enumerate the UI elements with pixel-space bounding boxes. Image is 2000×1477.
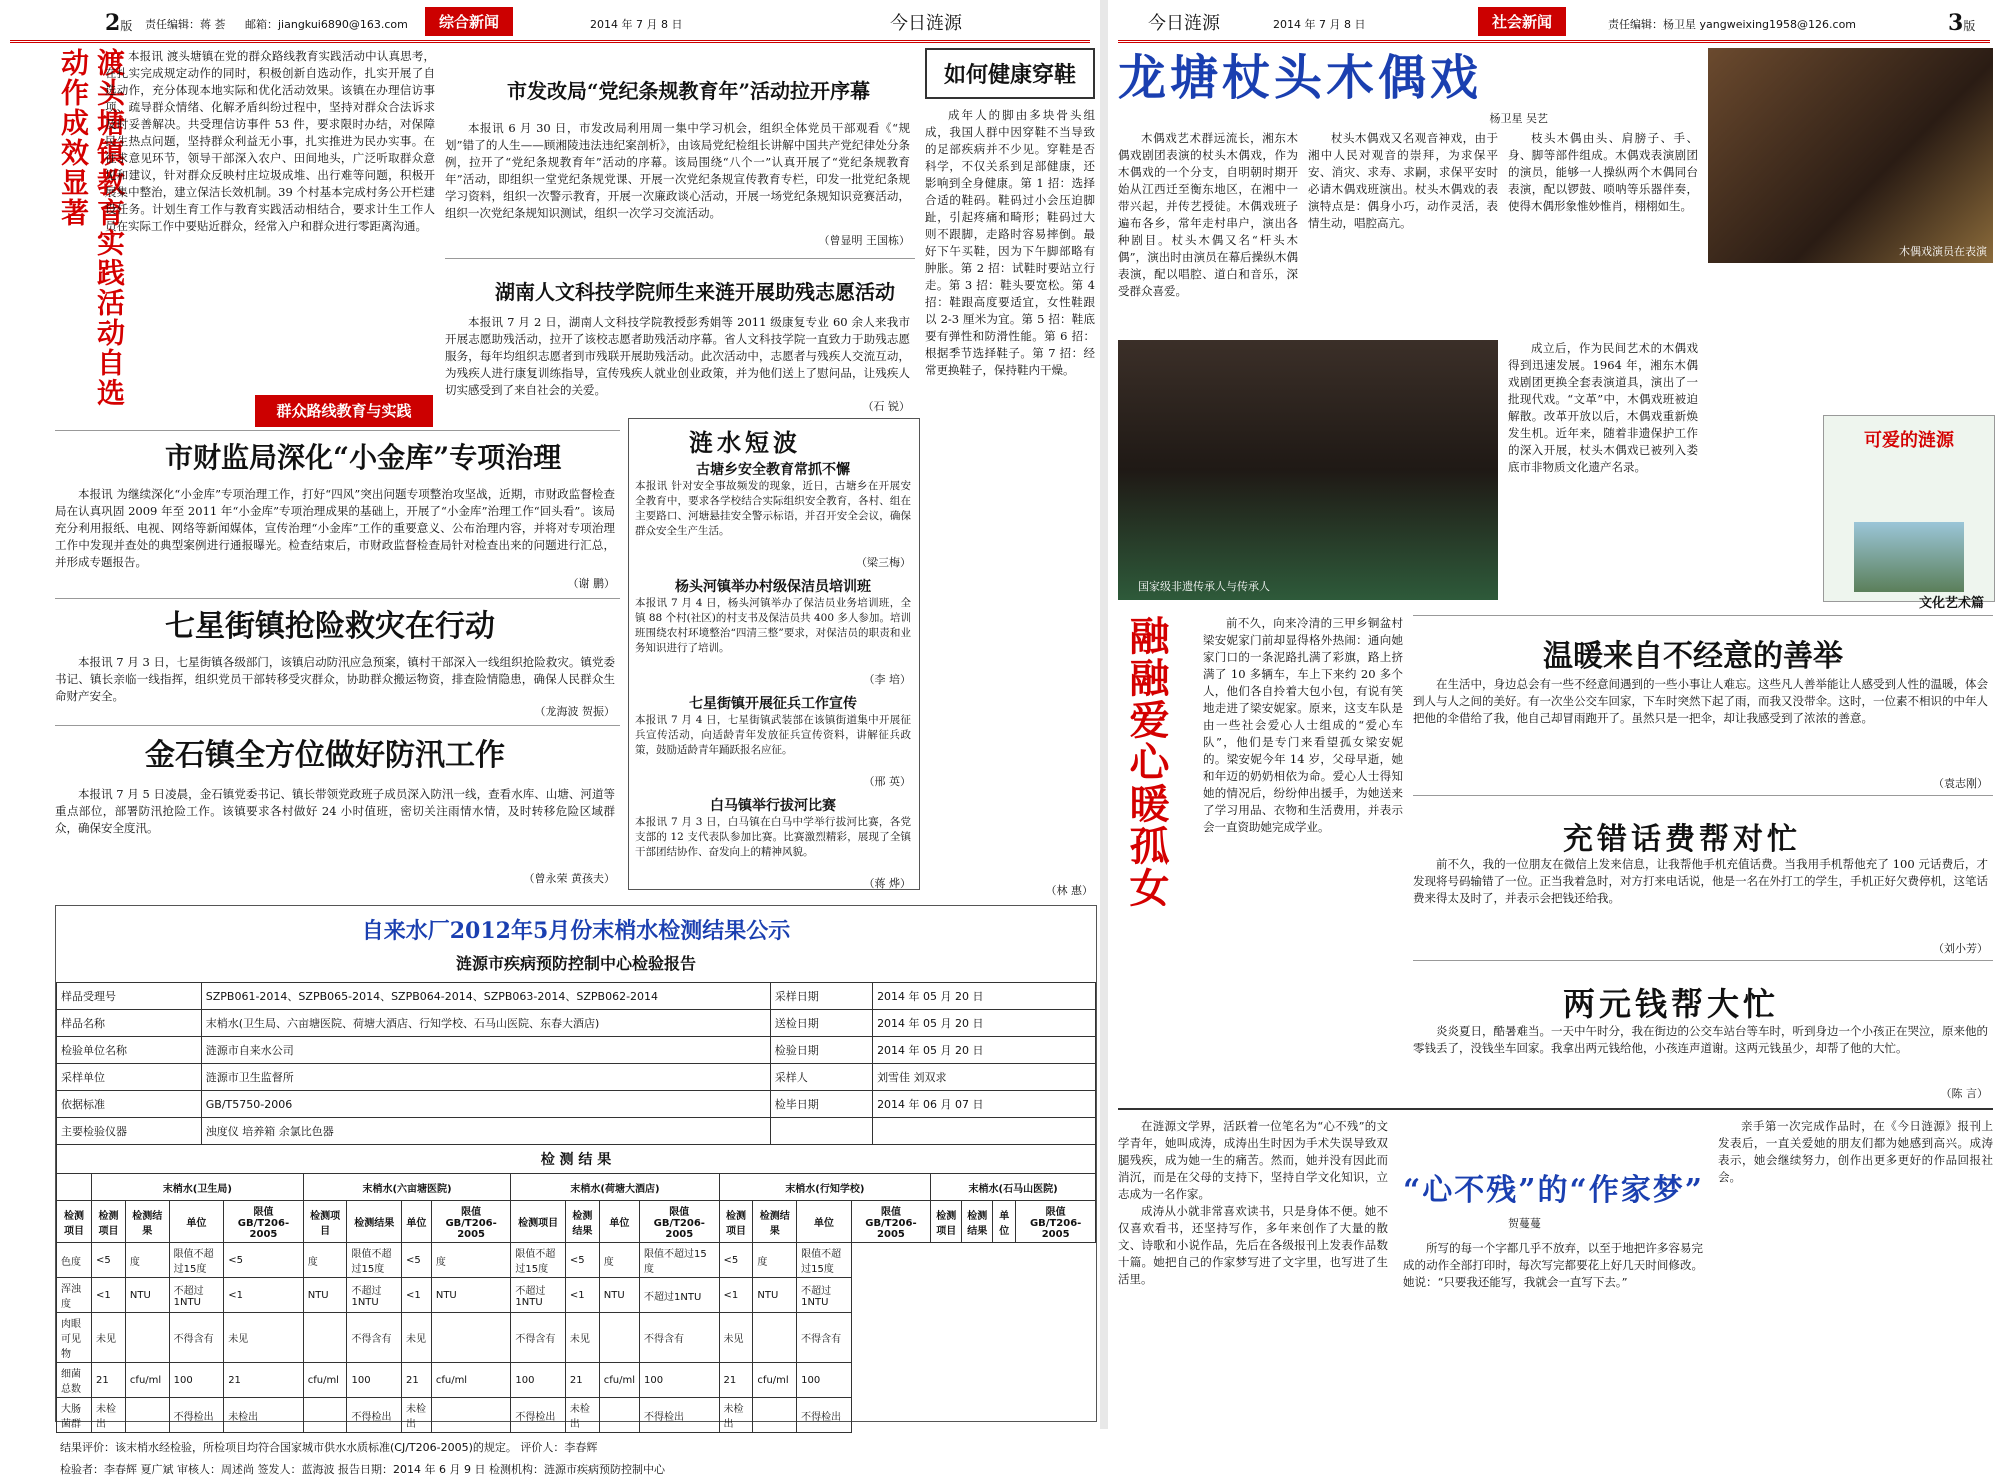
byline: （林 惠） [1045,884,1093,897]
dream-text-3 [1718,1118,1993,1418]
page-number: 2版 [105,10,133,36]
info-value: 涟源市自来水公司 [201,1037,770,1064]
result-limit: 不超过1NTU [347,1278,402,1313]
article-text: 在生活中，身边总会有一些不经意间遇到的一些小事让人难忘。这些凡人善举能让人感受到人性的温暖，体会到人与人之间的美好。有一次坐公交车回家，下车时突然下起了雨，而我又没带伞。这时，一位素不相识的中年人把他的伞借给了我，他自己却冒雨跑开了。虽然只是一把伞，却让我感受到了浓浓的善意。 [1413,677,1988,725]
result-limit: 限值不超过15度 [347,1243,402,1278]
result-limit: 不得含有 [511,1313,566,1363]
byline: （梁三梅） [856,556,911,569]
puppet-text-2 [1308,130,1498,330]
result-limit: 100 [640,1363,720,1398]
byline: （蒋 烨） [863,877,911,890]
headline-health: 如何健康穿鞋 [925,48,1095,99]
result-limit: 不超过1NTU [169,1278,224,1313]
result-unit [125,1313,169,1363]
col-header: 检测项目 [92,1201,126,1243]
article-health [925,48,1095,898]
col-header: 限值GB/T206-2005 [851,1201,931,1243]
headline-a1: 渡头塘镇教育实践活动自选动作成效显著 [57,48,126,408]
result-value: 未检出 [565,1398,599,1433]
article-text: 成涛从小就非常喜欢读书，只是身体不便。她不仅喜欢看书，还坚持写作，多年来创作了大量的散文、诗歌和小说作品，先后在各级报刊上发表作品数十篇。她把自己的作家梦写进了文字里，也写进了生活里。 [1118,1204,1388,1286]
article-headline-vertical [55,48,126,428]
page-spine [1100,0,1108,1429]
result-unit: 度 [753,1243,797,1278]
info-value [873,1118,1096,1145]
article-text: 在涟源文学界，活跃着一位笔名为“心不残”的文学青年，她叫成涛，成涛出生时因为手术失误导致双腿残疾，成为她一生的痛苦。然而，她并没有因此而消沉，而是在父母的支持下，坚持自学文化知识，立志成为一名作家。 [1118,1119,1388,1201]
photo-caption: 木偶戏演员在表演 [1899,245,1987,258]
article-a4-body [55,486,615,586]
byline: （谢 鹏） [567,577,615,590]
story-kindness [1413,615,1993,791]
result-value: 未见 [224,1313,304,1363]
info-row [57,1010,1096,1037]
result-row [57,1398,1096,1433]
result-value: 未检出 [401,1398,431,1433]
result-value: <5 [401,1243,431,1278]
info-key: 样品受理号 [57,983,202,1010]
article-a5 [55,598,620,719]
result-unit [599,1313,639,1363]
dream-text-1 [1118,1118,1388,1418]
byline: （邢 英） [863,775,911,788]
result-unit: cfu/ml [431,1363,511,1398]
article-text: 成立后，作为民间艺术的木偶戏得到迅速发展。1964 年，湘东木偶戏剧团更换全套表演道具，演出了一批现代戏。“文革”中，木偶戏班被迫解散。改革开放以后，木偶戏重新焕发生机。近年来，随着非遗保护工作的深入开展，杖头木偶戏已被列入娄底市非物质文化遗产名录。 [1508,341,1698,474]
brief-item [635,693,911,789]
headline-a5: 七星街镇抢险救灾在行动 [165,609,495,644]
result-limit: 100 [797,1363,852,1398]
site-header: 末梢水(石马山医院) [931,1174,1096,1201]
info-value: 末梢水(卫生局、六亩塘医院、荷塘大酒店、行知学校、石马山医院、东春大酒店) [201,1010,770,1037]
photo-caption: 国家级非遗传承人与传承人 [1138,580,1270,593]
result-row [57,1243,1096,1278]
info-value: 刘雪佳 刘双求 [873,1064,1096,1091]
info-row [57,1118,1096,1145]
result-value: <1 [719,1278,753,1313]
byline: 贺蔓蔓 [1508,1217,1541,1230]
result-limit: 不得含有 [797,1313,852,1363]
result-limit: 不超过1NTU [797,1278,852,1313]
editor-label: 责任编辑：杨卫星 yangweixing1958@126.com [1608,18,1857,31]
article-a4 [55,430,620,591]
result-limit: 不得检出 [169,1398,224,1433]
article-text: 前不久，我的一位朋友在微信上发来信息，让我帮他手机充值话费。当我用手机帮他充了 100 元话费后，才发现将号码输错了一位。正当我着急时，对方打来电话说，他是一名在外打工的学生，手机正好欠费停机，这笔话费来得太及时了，并表示会把钱还给我。 [1413,857,1988,905]
byline: （曾永荣 黄孩夫） [523,872,615,885]
puppet-text-5 [1708,270,1993,415]
result-unit [303,1313,347,1363]
result-unit: NTU [303,1278,347,1313]
paper-name: 今日涟源 [1148,13,1220,34]
result-unit [431,1398,511,1433]
info-key: 依据标准 [57,1091,202,1118]
article-a2 [445,48,915,248]
issue-date: 2014 年 7 月 8 日 [1273,18,1366,31]
news-brief-box [628,418,920,890]
article-text: 木偶戏艺术群远流长，湘东木偶戏剧团表演的杖头木偶戏，作为木偶戏的一个分支，自明朝时期开始从江西迁至衡东地区，在湘中一带兴起，并传艺授徒。木偶戏班子遍布各乡，常年走村串户，演出各种剧目。杖头木偶又名“杆头木偶”，演出时由演员在幕后操纵木偶表演，配以唱腔、道白和音乐，深受群众喜爱。 [1118,131,1298,298]
result-unit: 度 [599,1243,639,1278]
result-limit: 不得含有 [169,1313,224,1363]
site-header: 末梢水(行知学校) [719,1174,931,1201]
result-value: <5 [719,1243,753,1278]
result-row [57,1363,1096,1398]
byline: （龙海波 贺振） [534,705,615,718]
result-unit [431,1313,511,1363]
info-key: 检毕日期 [770,1091,872,1118]
result-value: 21 [224,1363,304,1398]
info-value: GB/T5750-2006 [201,1091,770,1118]
article-a3-body [445,314,910,409]
article-a5-body [55,654,615,709]
editor-email: 邮箱：jiangkui6890@163.com [245,18,408,31]
col-header: 单位 [401,1201,431,1243]
result-unit [753,1398,797,1433]
article-text: 本报讯 渡头塘镇在党的群众路线教育实践活动中认真思考，在扎实完成规定动作的同时，积极创新自选动作，扎实开展了自选动作，充分体现本地实际和优化活动效果。该镇在办理信访事项、疏导群众情绪、化解矛盾纠纷过程中，坚持对群众合法诉求及时妥善解决。共受理信访事件 53 件，要求限时办结，对保障民生热点问题，坚持群众利益无小事，扎实推进为民办实事。在征求意见环节，领导干部深入农户、田间地头，广泛听取群众意见和建议，针对群众反映村庄垃圾成堆、出行难等问题，积极开展集中整治，建立保洁长效机制。39 个村基本完成村务公开栏建设任务。计划生育工作与教育实践活动相结合，要求计生工作人员在实际工作中要贴近群众，经常入户和群众进行零距离沟通。 [105,49,435,233]
puppet-text-3 [1508,130,1698,330]
result-item: 肉眼可见物 [57,1313,92,1363]
result-limit: 不超过1NTU [640,1278,720,1313]
result-value: 21 [719,1363,753,1398]
byline: 杨卫星 吴艺 [1489,112,1548,125]
result-value: <5 [224,1243,304,1278]
report-results-table [56,1173,1096,1433]
headline-a4: 市财监局深化“小金库”专项治理 [165,441,562,474]
article-a1-body [105,48,435,423]
article-text: 本报讯 7 月 3 日，七星街镇各级部门，该镇启动防汛应急预案，镇村干部深入一线组织抢险救灾。镇党委书记、镇长亲临一线指挥，组织党员干部转移受灾群众，协助群众搬运物资，排查险情隐患，确保人民群众生命财产安全。 [55,655,615,703]
brief-text: 本报讯 7 月 4 日，七星街镇武装部在该镇街道集中开展征兵宣传活动，向适龄青年发放征兵宣传资料，讲解征兵政策，鼓励适龄青年踊跃报名应征。 [635,714,911,756]
page-header-left [10,4,1090,43]
result-value: 未检出 [224,1398,304,1433]
headline-a6: 金石镇全方位做好防汛工作 [145,738,505,773]
info-key: 主要检验仪器 [57,1118,202,1145]
col-header: 检测结果 [565,1201,599,1243]
article-text: 枝头木偶由头、肩膀子、手、身、脚等部件组成。木偶戏表演剧团的演员，能够一人操纵两个木偶同台表演，配以锣鼓、唢呐等乐器伴奏，使得木偶形象惟妙惟肖，栩栩如生。 [1508,131,1698,213]
site-header: 末梢水(荷塘大酒店) [511,1174,719,1201]
result-unit: NTU [431,1278,511,1313]
result-limit: 不得检出 [797,1398,852,1433]
story-text [1413,856,1988,936]
article-text: 本报讯 6 月 30 日，市发改局利用周一集中学习机会，组织全体党员干部观看《“规划”错了的人生——顾湘陵违法违纪案剖析》，由该局党纪检组长讲解中国共产党纪律处分条例，拉开了“党纪条规教育年”活动的序幕。该局围绕“八个一”认真开展了“党纪条规教育年”活动，即组织一堂党纪条规党课、开展一次党纪条规宣传教育专栏，印发一批党纪条规学习资料，组织一次警示教育，开展一次廉政谈心活动，开展一场党纪条规知识竞赛活动，组织一次党纪条规知识测试，组织一次学习交流活动。 [445,121,910,220]
issue-date: 2014 年 7 月 8 日 [590,18,683,31]
result-unit: NTU [753,1278,797,1313]
col-header: 检测项目 [511,1201,566,1243]
result-limit: 限值不超过15度 [169,1243,224,1278]
section-label: 社会新闻 [1478,7,1566,36]
col-header: 检测结果 [347,1201,402,1243]
result-limit: 不得检出 [347,1398,402,1433]
col-header: 单位 [993,1201,1016,1243]
result-unit: cfu/ml [599,1363,639,1398]
info-key: 检验单位名称 [57,1037,202,1064]
result-value: 21 [565,1363,599,1398]
info-row [57,983,1096,1010]
result-value: 未见 [565,1313,599,1363]
result-unit: NTU [125,1278,169,1313]
headline-a3: 湖南人文科技学院师生来涟开展助残志愿活动 [495,280,895,304]
results-title: 检 测 结 果 [56,1145,1096,1173]
info-key: 采样日期 [770,983,872,1010]
headline-phone-fee: 充错话费帮对忙 [1563,822,1801,857]
brief-text: 本报讯 7 月 3 日，白马镇在白马中学举行拔河比赛，各党支部的 12 支代表队参加比赛。比赛激烈精彩，展现了全镇干部团结协作、奋发向上的精神风貌。 [635,816,911,858]
warm-vertical-headline [1118,615,1198,1015]
news-brief-banner: 涟水短波 [689,428,801,457]
headline-kindness: 温暖来自不经意的善举 [1543,639,1843,674]
result-limit: 不得含有 [347,1313,402,1363]
result-value: 未见 [92,1313,126,1363]
brief-title: 白马镇举行拔河比赛 [710,798,836,814]
brief-item [635,795,911,891]
headline-dream: “心不残”的“作家梦” [1403,1173,1705,1208]
result-item: 色度 [57,1243,92,1278]
article-text: 亲手第一次完成作品时，在《今日涟源》报刊上发表后，一直关爱她的朋友们都为她感到高兴。成涛表示，她会继续努力，创作出更多更好的作品回报社会。 [1718,1119,1993,1184]
article-text: 前不久，向来冷清的三甲乡铜盆村梁安妮家门前却显得格外热闹：通向她家门口的一条泥路扎满了彩旗，路上挤满了 10 多辆车，车上下来约 20 多个人，他们各自拎着大包小包，有说有笑地走进了梁安妮家。原来，这支车队是由一些社会爱心人士组成的“爱心车队”，他们是专门来看望孤女梁安妮的。梁安妮今年 14 岁，父母早逝，她和年迈的奶奶相依为命。爱心人士得知她的情况后，纷纷伸出援手，为她送来了学习用品、衣物和生活费用，并表示会一直资助她完成学业。 [1203,616,1403,834]
side-label: 群众路线教育与实践 [255,395,433,427]
col-header: 检测项目 [303,1201,347,1243]
col-header: 限值GB/T206-2005 [640,1201,720,1243]
sidebar-subtitle: 文化艺术篇 [1918,596,1984,611]
dream-text-2 [1403,1240,1703,1418]
result-unit: cfu/ml [303,1363,347,1398]
result-unit: 度 [125,1243,169,1278]
info-value: 2014 年 05 月 20 日 [873,983,1096,1010]
result-unit [753,1313,797,1363]
puppet-text-4 [1508,340,1698,600]
report-subtitle: 涟源市疾病预防控制中心检验报告 [455,954,696,973]
info-value: SZPB061-2014、SZPB065-2014、SZPB064-2014、SZPB063-2014、SZPB062-2014 [201,983,770,1010]
result-value: 未检出 [92,1398,126,1433]
result-item: 浑浊度 [57,1278,92,1313]
story-phone-fee [1413,795,1993,956]
byline: （曾显明 王国栋） [818,234,910,247]
site-header: 末梢水(六亩塘医院) [303,1174,511,1201]
col-header: 检测项目 [57,1201,92,1243]
page-number: 3版 [1948,10,1976,36]
brief-text: 本报讯 针对安全事故频发的现象，近日，古塘乡在开展安全教育中，要求各学校结合实际组织安全教育，各村、组在主要路口、河塘悬挂安全警示标语，并召开安全会议，确保群众安全生产生活。 [635,480,911,537]
brief-item [635,459,911,570]
brief-text: 本报讯 7 月 4 日，杨头河镇举办了保洁员业务培训班，全镇 88 个村(社区)的村支书及保洁员共 400 多人参加。培训班围绕农村环境整治“四清三整”要求，对保洁员的职责和业务知识进行了培训。 [635,597,911,654]
col-header: 限值GB/T206-2005 [224,1201,304,1243]
result-limit: 100 [511,1363,566,1398]
article-a6-body [55,786,615,866]
result-limit: 不得含有 [640,1313,720,1363]
info-key [770,1118,872,1145]
result-item: 大肠菌群 [57,1398,92,1433]
water-report [55,905,1097,1476]
col-header: 检测结果 [125,1201,169,1243]
report-signatures: 检验者：李春辉 夏广斌 审核人：周述尚 签发人：蓝海波 报告日期：2014 年 6 月 9 日 检测机构：涟源市疾病预防控制中心 [60,1463,665,1476]
lovely-lianyuan-sidebar [1823,415,1995,611]
result-unit: 度 [431,1243,511,1278]
article-text: 成年人的脚由多块骨头组成，我国人群中因穿鞋不当导致的足部疾病并不少见。穿鞋是否科学，不仅关系到足部健康，还影响到全身健康。第 1 招：选择合适的鞋码。鞋码过小会压迫脚趾，引起疼痛和畸形；鞋码过大则不跟脚，走路时容易摔倒。最好下午买鞋，因为下午脚部略有肿胀。第 2 招：试鞋时要站立行走。第 3 招：鞋头要宽松。第 4 招：鞋跟高度要适宜，女性鞋跟以 2-3 厘米为宜。第 5 招：鞋底要有弹性和防滑性能。第 6 招：根据季节选择鞋子。第 7 招：经常更换鞋子，保持鞋内干燥。 [925,108,1095,377]
result-value: 未检出 [719,1398,753,1433]
report-title: 自来水厂2012年5月份末梢水检测结果公示 [361,918,791,944]
page-header-right [1118,4,1990,43]
article-text: 炎炎夏日，酷暑难当。一天中午时分，我在街边的公交车站台等车时，听到身边一个小孩正在哭泣，原来他的零钱丢了，没钱坐车回家。我拿出两元钱给他，小孩连声道谢。这两元钱虽少，却帮了他的大忙。 [1413,1024,1988,1055]
result-value: 21 [92,1363,126,1398]
result-limit: 不得检出 [640,1398,720,1433]
result-value: 未见 [719,1313,753,1363]
result-value: <1 [92,1278,126,1313]
info-key: 送检日期 [770,1010,872,1037]
blank-header [57,1174,92,1201]
info-value: 2014 年 06 月 07 日 [873,1091,1096,1118]
story-text [1413,676,1988,771]
byline: （石 锐） [862,400,910,413]
result-unit: cfu/ml [125,1363,169,1398]
info-key: 样品名称 [57,1010,202,1037]
col-header: 单位 [599,1201,639,1243]
result-value: <1 [224,1278,304,1313]
article-text: 本报讯 为继续深化“小金库”专项治理工作，打好“四风”突出问题专项整治攻坚战，近期，市财政监督检查局在认真巩固 2009 年至 2011 年“小金库”专项治理成果的基础上，开展了“小金库”治理工作“回头看”。该局充分利用报纸、电视、网络等新闻媒体，宣传治理“小金库”工作的重要意义、公布治理内容，并将对专项治理工作中发现并查处的典型案例进行通报曝光。检查结束后，市财政监督检查局针对检查出来的问题进行汇总，并形成专题报告。 [55,487,615,569]
col-header: 检测项目 [931,1201,962,1243]
result-value: 21 [401,1363,431,1398]
col-header: 检测结果 [962,1201,993,1243]
col-header: 检测项目 [719,1201,753,1243]
byline: （李 培） [863,673,911,686]
result-limit: 100 [347,1363,402,1398]
result-unit: cfu/ml [753,1363,797,1398]
story-text [1413,1023,1988,1083]
sidebar-illustration [1854,522,1964,592]
col-header: 检测结果 [753,1201,797,1243]
result-value: <1 [401,1278,431,1313]
result-limit: 不得检出 [511,1398,566,1433]
byline: （袁志刚） [1933,777,1988,790]
result-limit: 100 [169,1363,224,1398]
editor-label: 责任编辑：蒋 荟 [145,18,226,31]
col-header: 单位 [169,1201,224,1243]
info-row [57,1064,1096,1091]
puppet-photo-1 [1708,48,1993,263]
result-value: <5 [565,1243,599,1278]
article-a6 [55,725,620,886]
story-two-yuan [1413,960,1993,1101]
result-row [57,1278,1096,1313]
headline-warm: 融融爱心暖孤女 [1123,615,1170,909]
col-header: 单位 [797,1201,852,1243]
info-value: 浊度仪 培养箱 余氯比色器 [201,1118,770,1145]
sidebar-title: 可爱的涟源 [1864,430,1954,451]
article-a3 [445,258,915,414]
brief-item [635,576,911,687]
info-row [57,1037,1096,1064]
col-header: 限值GB/T206-2005 [431,1201,511,1243]
puppet-headline-block [1118,48,1718,108]
report-info-table [56,982,1096,1145]
result-item: 细菌总数 [57,1363,92,1398]
result-value: <1 [565,1278,599,1313]
info-value: 2014 年 05 月 20 日 [873,1037,1096,1064]
article-a2-body [445,120,910,245]
byline: （陈 言） [1940,1087,1988,1100]
result-unit: 度 [303,1243,347,1278]
info-value: 2014 年 05 月 20 日 [873,1010,1096,1037]
section-label: 综合新闻 [425,7,513,36]
paper-name: 今日涟源 [890,13,962,34]
result-limit: 限值不超过15度 [511,1243,566,1278]
article-text: 所写的每一个字都几乎不放弃，以至于地把许多容易完成的动作全部打印时，每次写完都要花上好几天时间修改。她说：“只要我还能写，我就会一直写下去。” [1403,1241,1703,1289]
col-header: 限值GB/T206-2005 [1016,1201,1096,1243]
result-limit: 不超过1NTU [511,1278,566,1313]
article-text: 本报讯 7 月 5 日凌晨，金石镇党委书记、镇长带领党政班子成员深入防汛一线，查看水库、山塘、河道等重点部位，部署防汛抢险工作。该镇要求各村做好 24 小时值班，密切关注雨情水情，及时转移危险区域群众，确保安全度汛。 [55,787,615,835]
result-unit [303,1398,347,1433]
result-limit: 限值不超过15度 [640,1243,720,1278]
article-text: 杖头木偶戏又名观音神戏，由于湘中人民对观音的崇拜，为求保平安、消灾、求寿、求嗣，求保平安时必请木偶戏班演出。杖头木偶戏的表演特点是：偶身小巧，动作灵活，表情生动，唱腔高亢。 [1308,131,1498,230]
result-row [57,1313,1096,1363]
result-value: <5 [92,1243,126,1278]
info-value: 涟源市卫生监督所 [201,1064,770,1091]
result-limit: 限值不超过15度 [797,1243,852,1278]
result-unit [599,1398,639,1433]
headline-a2: 市发改局“党纪条规教育年”活动拉开序幕 [507,79,871,103]
brief-title: 古塘乡安全教育常抓不懈 [696,462,850,478]
puppet-text-1 [1118,130,1298,330]
puppet-photo-2 [1118,340,1498,600]
info-key: 采样单位 [57,1064,202,1091]
page-3 [1108,0,2000,1429]
brief-title: 七星街镇开展征兵工作宣传 [689,696,857,712]
warm-text [1203,615,1403,1015]
headline-two-yuan: 两元钱帮大忙 [1563,985,1780,1023]
info-key: 检验日期 [770,1037,872,1064]
brief-title: 杨头河镇举办村级保洁员培训班 [675,579,871,595]
site-header: 末梢水(卫生局) [92,1174,304,1201]
result-unit: NTU [599,1278,639,1313]
headline-puppet: 龙塘杖头木偶戏 [1118,50,1483,106]
article-health-body [925,107,1095,897]
info-row [57,1091,1096,1118]
article-dream [1118,1108,1993,1425]
info-key: 采样人 [770,1064,872,1091]
article-text: 本报讯 7 月 2 日，湖南人文科技学院教授彭秀娟等 2011 级康复专业 60 余人来我市开展志愿助残活动，拉开了该校志愿者助残活动序幕。省人文科技学院一直致力于助残志愿服务，每年均组织志愿者到市残联开展助残活动。此次活动中，志愿者与残疾人交流互动，为残疾人进行康复训练指导，宣传残疾人就业创业政策，并为他们送上了慰问品，让残疾人切实感受到了来自社会的关爱。 [445,315,910,397]
result-value: 未见 [401,1313,431,1363]
result-unit [125,1398,169,1433]
news-brief-list [635,459,911,891]
byline: （刘小芳） [1933,942,1988,955]
report-conclusion: 结果评价：该末梢水经检验，所检项目均符合国家城市供水水质标准(CJ/T206-2005)的规定。 评价人：李春辉 [60,1441,598,1454]
